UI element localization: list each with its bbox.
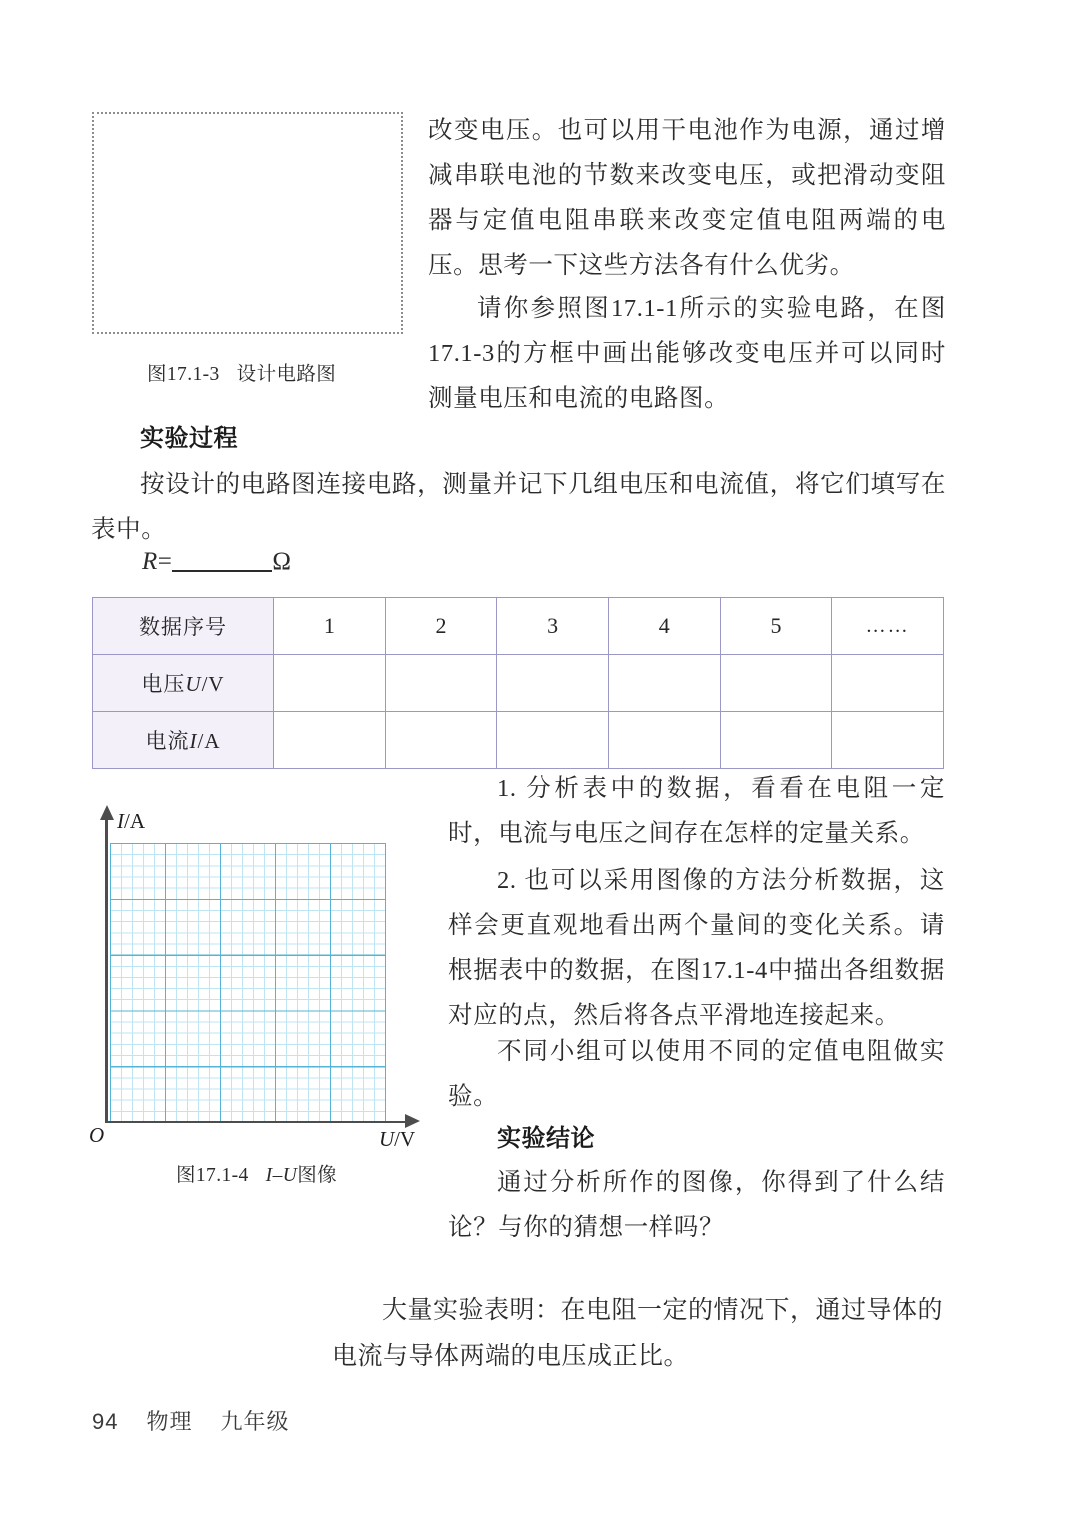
iu-graph [85, 805, 440, 1150]
table-cell-col-1: 1 [274, 598, 386, 655]
current-cell-2[interactable] [385, 712, 497, 769]
graph-y-axis-label: I/A [117, 809, 145, 833]
heading-experiment-process: 实验过程 [140, 425, 238, 452]
paragraph-summary: 大量实验表明：在电阻一定的情况下，通过导体的电流与导体两端的电压成正比。 [332, 1297, 944, 1370]
table-cell-col-2: 2 [385, 598, 497, 655]
paragraph-experiment-process: 按设计的电路图连接电路，测量并记下几组电压和电流值，将它们填写在表中。 [91, 471, 946, 543]
figure-caption-17-1-4 [176, 1159, 337, 1187]
table-cell-col-5: 5 [720, 598, 832, 655]
voltage-cell-more[interactable] [832, 655, 944, 712]
figure-caption-number: 图17.1-4 [176, 1165, 249, 1186]
graph-x-axis-label: U/V [379, 1127, 416, 1151]
resistance-blank-field[interactable] [172, 570, 272, 572]
current-cell-3[interactable] [497, 712, 609, 769]
voltage-cell-4[interactable] [608, 655, 720, 712]
graph-y-axis [105, 817, 108, 1123]
graph-origin-label: O [89, 1123, 105, 1147]
voltage-cell-2[interactable] [385, 655, 497, 712]
figure-caption-title: I–U图像 [265, 1165, 338, 1186]
voltage-cell-1[interactable] [274, 655, 386, 712]
heading-experiment-conclusion: 实验结论 [497, 1125, 595, 1152]
current-cell-4[interactable] [608, 712, 720, 769]
figure-caption-17-1-3 [147, 358, 336, 386]
page-footer [92, 1405, 290, 1436]
resistance-input-line [142, 548, 291, 576]
graph-y-axis-arrow-icon [100, 805, 114, 820]
graph-x-axis [105, 1121, 408, 1124]
table-cell-col-more: …… [832, 598, 944, 655]
row-header-voltage: 电压U/V [93, 655, 274, 712]
paragraph-change-voltage: 改变电压。也可以用干电池作为电源，通过增减串联电池的节数来改变电压，或把滑动变阻器与定值电阻串联来改变定值电阻两端的电压。思考一下这些方法各有什么优劣。 [428, 117, 946, 279]
resistance-unit: Ω [272, 548, 292, 575]
paragraph-draw-circuit-request: 请你参照图17.1-1所示的实验电路，在图17.1-3的方框中画出能够改变电压并可以同时测量电压和电流的电路图。 [428, 295, 946, 412]
graph-grid [110, 843, 385, 1122]
paragraph-conclusion-question: 通过分析所作的图像，你得到了什么结论？与你的猜想一样吗？ [448, 1169, 945, 1241]
resistance-equals: = [157, 548, 173, 575]
table-row-voltage [93, 655, 944, 712]
resistance-symbol: R [142, 548, 158, 575]
row-header-index: 数据序号 [93, 598, 274, 655]
voltage-cell-3[interactable] [497, 655, 609, 712]
table-cell-col-4: 4 [608, 598, 720, 655]
footer-grade: 九年级 [220, 1409, 290, 1434]
table-row-index [93, 598, 944, 655]
measurement-table [92, 597, 944, 769]
table-cell-col-3: 3 [497, 598, 609, 655]
paragraph-question-2: 2. 也可以采用图像的方法分析数据，这样会更直观地看出两个量间的变化关系。请根据表中的数据，在图17.1-4中描出各组数据对应的点，然后将各点平滑地连接起来。 [448, 867, 945, 1029]
footer-subject: 物理 [146, 1409, 193, 1434]
table-row-current [93, 712, 944, 769]
graph-grid-right-border [385, 843, 386, 1122]
figure-caption-number: 图17.1-3 [147, 364, 220, 385]
design-circuit-box [92, 112, 403, 334]
figure-caption-title: 设计电路图 [236, 364, 337, 385]
row-header-current: 电流I/A [93, 712, 274, 769]
current-cell-more[interactable] [832, 712, 944, 769]
voltage-cell-5[interactable] [720, 655, 832, 712]
current-cell-5[interactable] [720, 712, 832, 769]
paragraph-different-groups: 不同小组可以使用不同的定值电阻做实验。 [448, 1038, 945, 1110]
current-cell-1[interactable] [274, 712, 386, 769]
footer-page-number: 94 [92, 1409, 119, 1434]
paragraph-question-1: 1. 分析表中的数据，看看在电阻一定时，电流与电压之间存在怎样的定量关系。 [448, 775, 945, 847]
